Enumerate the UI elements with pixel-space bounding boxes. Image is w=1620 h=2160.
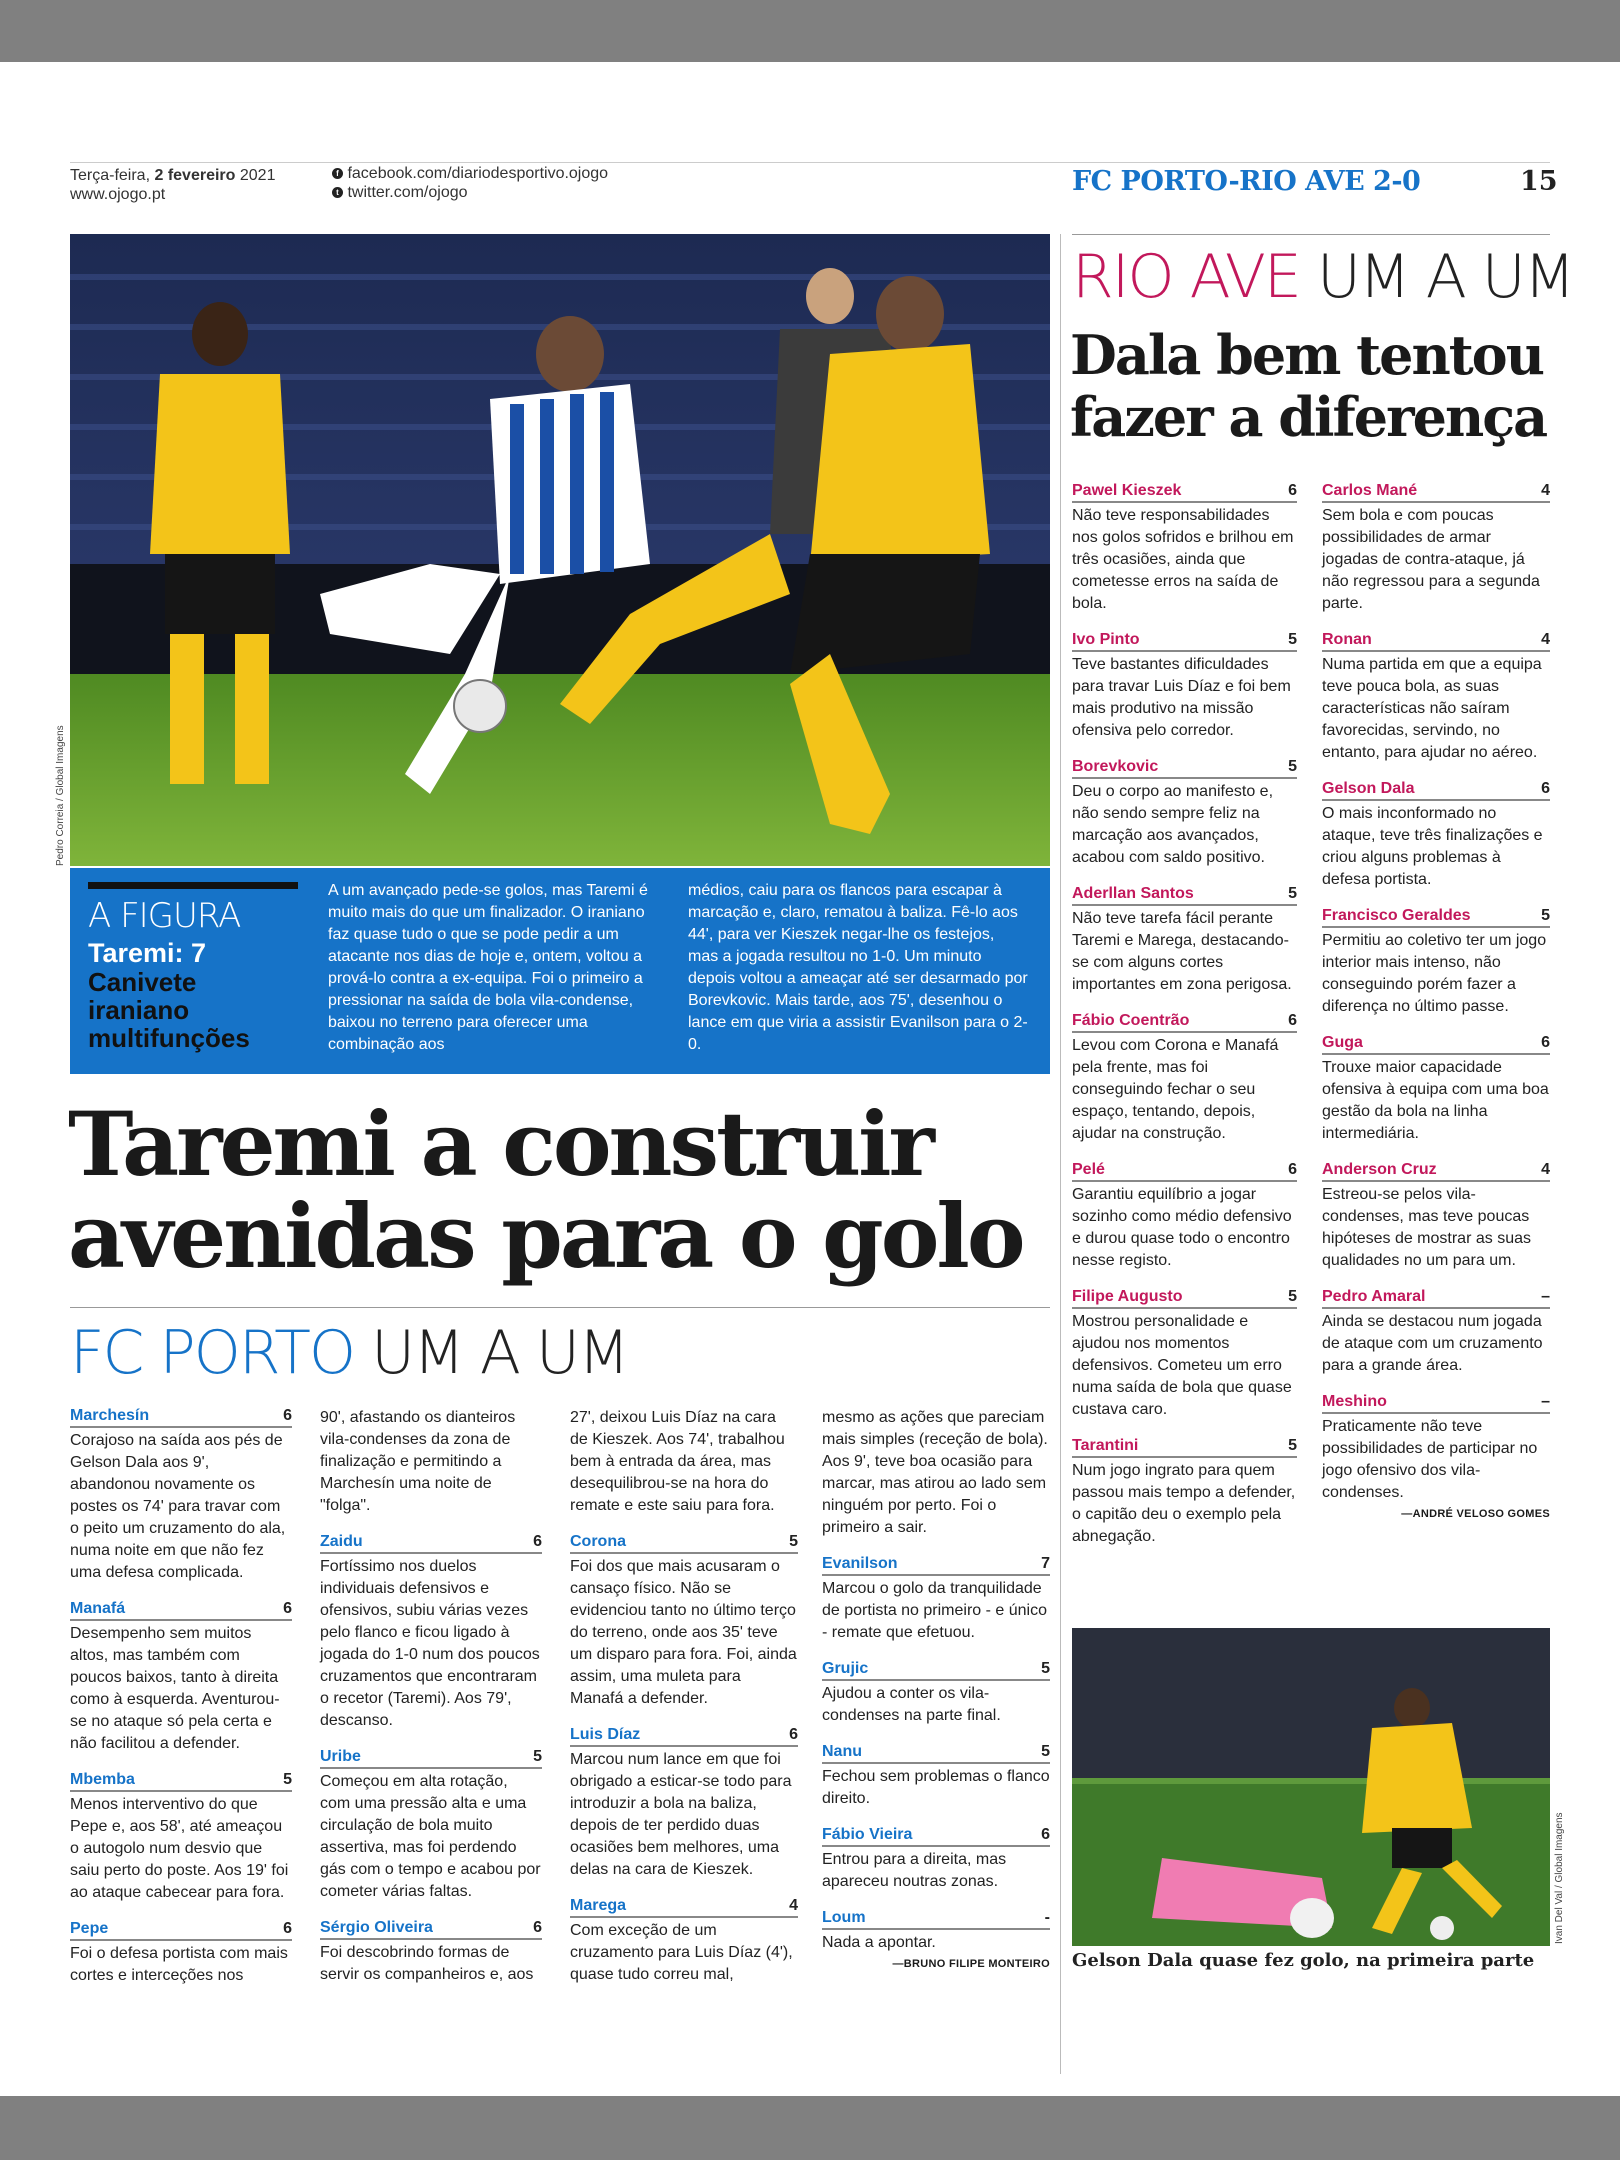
column-divider xyxy=(1060,234,1061,2074)
header-top-rule xyxy=(70,162,1550,163)
player-comment: Começou em alta rotação, com uma pressão alta e uma circulação de bola muito assertiva, mas foi perdendo gás com o tempo e acabou por cometer várias faltas. xyxy=(320,1773,541,1900)
player-name: Mbemba xyxy=(70,1771,135,1788)
player-comment: Corajoso na saída aos pés de Gelson Dala aos 9', abandonou novamente os postes os 74' para travar com o peito um cruzamento do ala, numa noite em que não fez uma defesa complicada. xyxy=(70,1432,286,1581)
main-headline xyxy=(68,1092,1058,1288)
date-block xyxy=(70,166,320,204)
player-score: 5 xyxy=(1041,1743,1050,1760)
player-score: – xyxy=(1541,1393,1550,1410)
player-rating-tarantini xyxy=(1072,1437,1297,1548)
player-score: 7 xyxy=(1041,1555,1050,1572)
player-header xyxy=(1072,1161,1297,1182)
player-header xyxy=(320,1919,542,1940)
player-comment: Foi o defesa portista com mais cortes e interceções nos xyxy=(70,1945,288,1984)
player-name: Nanu xyxy=(822,1743,862,1760)
player-rating-pawel-kieszek xyxy=(1072,482,1297,615)
player-header xyxy=(822,1660,1050,1681)
porto-col2-lead-wrap xyxy=(320,1407,542,1517)
player-score: 6 xyxy=(1288,1161,1297,1178)
player-comment: Trouxe maior capacidade ofensiva à equipa com uma boa gestão da bola na linha intermediária. xyxy=(1322,1059,1549,1142)
player-header xyxy=(822,1909,1050,1930)
player-header xyxy=(1322,1161,1550,1182)
social-block xyxy=(332,164,752,202)
player-header xyxy=(70,1920,292,1941)
player-name: Zaidu xyxy=(320,1533,363,1550)
porto-col4-lead: mesmo as ações que pareciam mais simples (receção de bola). Aos 9', teve boa ocasião para marcar, mas atirou ao lado sem ninguém por perto. Foi o primeiro a sair. xyxy=(822,1409,1048,1536)
player-score: – xyxy=(1541,1288,1550,1305)
player-comment: Marcou o golo da tranquilidade de portista no primeiro - e único - remate que efetuou. xyxy=(822,1580,1047,1641)
player-header xyxy=(570,1726,798,1747)
player-name: Gelson Dala xyxy=(1322,780,1415,797)
player-rating-grujic xyxy=(822,1660,1050,1727)
main-headline-line1: Taremi a construir xyxy=(68,1092,932,1196)
headline-rule xyxy=(70,1307,1050,1308)
player-header xyxy=(1322,1034,1550,1055)
player-header xyxy=(1322,907,1550,928)
player-score: 6 xyxy=(789,1726,798,1743)
player-comment: Desempenho sem muitos altos, mas também com poucos baixos, tanto à direita como à esquerda. Aventurou-se no ataque só pela certa e não facilitou a defender. xyxy=(70,1625,280,1752)
player-rating-carlos-mane xyxy=(1322,482,1550,615)
player-rating-luis-diaz xyxy=(570,1726,798,1881)
player-rating-evanilson xyxy=(822,1555,1050,1644)
player-header xyxy=(822,1555,1050,1576)
player-score: 6 xyxy=(1041,1826,1050,1843)
player-comment: Estreou-se pelos vila-condenses, mas teve poucas hipóteses de mostrar as suas qualidades no um para um. xyxy=(1322,1186,1531,1269)
player-header xyxy=(570,1533,798,1554)
player-header xyxy=(70,1407,292,1428)
player-comment: Deu o corpo ao manifesto e, não sendo sempre feliz na marcação aos avançados, acabou com saldo positivo. xyxy=(1072,783,1274,866)
player-comment: Foi dos que mais acusaram o cansaço físico. Não se evidenciou tanto no último terço do terreno, onde aos 35' teve um disparo para fora. Foi, ainda assim, uma muleta para Manafá a defender. xyxy=(570,1558,797,1707)
player-header xyxy=(70,1771,292,1792)
player-name: Meshino xyxy=(1322,1393,1387,1410)
rioave-author-signature: —ANDRÉ VELOSO GOMES xyxy=(1401,1508,1550,1520)
porto-col4-lead-wrap xyxy=(822,1407,1050,1539)
player-rating-marchesin xyxy=(70,1407,292,1584)
figura-kicker: A FIGURA xyxy=(88,896,241,936)
player-name: Ivo Pinto xyxy=(1072,631,1140,648)
player-header xyxy=(70,1600,292,1621)
newspaper-page xyxy=(0,62,1620,2096)
player-name: Pedro Amaral xyxy=(1322,1288,1426,1305)
player-score: 5 xyxy=(1288,1288,1297,1305)
player-header xyxy=(1322,482,1550,503)
rioave-kicker-rest: UM A UM xyxy=(1316,242,1574,312)
player-score: 5 xyxy=(1041,1660,1050,1677)
player-score: 5 xyxy=(283,1771,292,1788)
player-comment: Entrou para a direita, mas apareceu noutras zonas. xyxy=(822,1851,1007,1890)
player-rating-pele xyxy=(1072,1161,1297,1272)
player-comment: Teve bastantes dificuldades para travar Luis Díaz e foi bem mais produtivo na missão ofensiva pelo corredor. xyxy=(1072,656,1291,739)
rioave-kicker xyxy=(1072,242,1574,312)
player-header xyxy=(320,1533,542,1554)
rioave-column-2 xyxy=(1322,482,1550,1520)
rioave-column-1 xyxy=(1072,482,1297,1548)
player-name: Pepe xyxy=(70,1920,109,1937)
rioave-headline-line2: fazer a diferença xyxy=(1070,385,1547,449)
player-name: Aderllan Santos xyxy=(1072,885,1194,902)
side-photo-credit: Ivan Del Val / Global Imagens xyxy=(1554,1812,1565,1944)
rioave-kicker-club: RIO AVE xyxy=(1072,242,1300,312)
figura-rating: Taremi: 7 xyxy=(88,938,207,968)
player-rating-corona xyxy=(570,1533,798,1710)
player-comment: O mais inconformado no ataque, teve três finalizações e criou alguns problemas à defesa portista. xyxy=(1322,805,1543,888)
page-number: 15 xyxy=(1520,166,1558,197)
player-score: 6 xyxy=(283,1600,292,1617)
player-comment: Marcou num lance em que foi obrigado a esticar-se todo para introduzir a bola na baliza, depois de ter perdido duas ocasiões bem melhores, uma delas na cara de Kieszek. xyxy=(570,1751,792,1878)
player-header xyxy=(1072,482,1297,503)
player-name: Corona xyxy=(570,1533,626,1550)
player-score: 6 xyxy=(283,1407,292,1424)
player-rating-manafa xyxy=(70,1600,292,1755)
player-header xyxy=(1072,1288,1297,1309)
figura-text-col1: A um avançado pede-se golos, mas Taremi é muito mais do que um finalizador. O iraniano faz quase tudo o que se pode pedir a um atacante nos dias de hoje e, ontem, voltou a prová-lo contra a ex-equipa. Foi o primeiro a pressionar na saída de bola vila-condense, baixou no terreno para oferecer uma combinação aos xyxy=(328,882,648,1053)
player-name: Guga xyxy=(1322,1034,1363,1051)
player-name: Pawel Kieszek xyxy=(1072,482,1182,499)
player-comment: Ajudou a conter os vila-condenses na parte final. xyxy=(822,1685,1001,1724)
twitter-icon: t xyxy=(332,187,343,198)
side-photo-illustration xyxy=(1072,1628,1550,1946)
player-header xyxy=(1072,1437,1297,1458)
rioave-headline xyxy=(1070,324,1560,448)
player-score: 5 xyxy=(1288,631,1297,648)
player-comment: Numa partida em que a equipa teve pouca bola, as suas características não saíram favorecidas, servindo, no entanto, para ajudar no aéreo. xyxy=(1322,656,1542,761)
player-comment: Não teve responsabilidades nos golos sofridos e brilhou em três ocasiões, ainda que cometesse erros na saída de bola. xyxy=(1072,507,1294,612)
player-rating-marega xyxy=(570,1897,798,1986)
player-name: Pelé xyxy=(1072,1161,1105,1178)
player-name: Filipe Augusto xyxy=(1072,1288,1183,1305)
player-score: 6 xyxy=(283,1920,292,1937)
player-name: Fábio Coentrão xyxy=(1072,1012,1190,1029)
player-comment: Não teve tarefa fácil perante Taremi e Marega, destacando-se com alguns cortes importantes em zona perigosa. xyxy=(1072,910,1292,993)
porto-column-4 xyxy=(822,1407,1050,1970)
player-comment: Fortíssimo nos duelos individuais defensivos e ofensivos, subiu várias vezes pelo flanco e ficou ligado à jogada do 1-0 num dos poucos cruzamentos que encontraram o recetor (Taremi). Aos 79', descanso. xyxy=(320,1558,540,1729)
player-name: Luis Díaz xyxy=(570,1726,641,1743)
player-header xyxy=(1072,1012,1297,1033)
player-rating-anderson-cruz xyxy=(1322,1161,1550,1272)
porto-column-3 xyxy=(570,1407,798,1986)
player-comment: Foi descobrindo formas de servir os companheiros e, aos xyxy=(320,1944,534,1983)
porto-author-signature: —BRUNO FILIPE MONTEIRO xyxy=(892,1958,1050,1970)
player-header xyxy=(1322,631,1550,652)
player-header xyxy=(1322,780,1550,801)
player-header xyxy=(1322,1288,1550,1309)
main-headline-line2: avenidas para o golo xyxy=(68,1184,1023,1288)
player-header xyxy=(570,1897,798,1918)
player-score: 5 xyxy=(1288,758,1297,775)
player-rating-gelson-dala xyxy=(1322,780,1550,891)
player-rating-loum xyxy=(822,1909,1050,1954)
porto-kicker-club: FC PORTO xyxy=(70,1318,355,1388)
player-rating-filipe-augusto xyxy=(1072,1288,1297,1421)
player-header xyxy=(1072,885,1297,906)
player-comment: Nada a apontar. xyxy=(822,1934,936,1951)
side-photo-caption: Gelson Dala quase fez golo, na primeira parte xyxy=(1072,1950,1535,1971)
date-bold: 2 fevereiro xyxy=(154,167,236,184)
player-comment: Num jogo ingrato para quem passou mais tempo a defender, o capitão deu o exemplo pela abnegação. xyxy=(1072,1462,1296,1545)
player-rating-borevkovic xyxy=(1072,758,1297,869)
twitter-link[interactable]: twitter.com/ojogo xyxy=(347,184,468,201)
player-comment: Mostrou personalidade e ajudou nos momentos defensivos. Cometeu um erro numa saída de bola que quase custava caro. xyxy=(1072,1313,1292,1418)
player-name: Marchesín xyxy=(70,1407,150,1424)
player-name: Loum xyxy=(822,1909,866,1926)
player-header xyxy=(1072,758,1297,779)
player-name: Anderson Cruz xyxy=(1322,1161,1437,1178)
player-header xyxy=(320,1748,542,1769)
player-header xyxy=(822,1743,1050,1764)
facebook-icon: f xyxy=(332,168,343,179)
player-comment: Sem bola e com poucas possibilidades de armar jogadas de contra-ataque, já não regressou para a segunda parte. xyxy=(1322,507,1540,612)
main-photo xyxy=(70,234,1050,866)
player-comment: Menos interventivo do que Pepe e, aos 58', até ameaçou o autogolo num desvio que saiu perto do poste. Aos 19' foi ao ataque cabecear para fora. xyxy=(70,1796,289,1901)
player-name: Tarantini xyxy=(1072,1437,1139,1454)
player-name: Fábio Vieira xyxy=(822,1826,913,1843)
player-rating-ronan xyxy=(1322,631,1550,764)
player-rating-pedro-amaral xyxy=(1322,1288,1550,1377)
player-name: Evanilson xyxy=(822,1555,898,1572)
player-rating-zaidu xyxy=(320,1533,542,1732)
player-rating-pepe xyxy=(70,1920,292,1987)
player-score: 6 xyxy=(1288,1012,1297,1029)
player-rating-mbemba xyxy=(70,1771,292,1904)
figura-subtitle: Canivete iraniano multifunções xyxy=(88,967,250,1053)
player-score: 6 xyxy=(1541,780,1550,797)
player-rating-ivo-pinto xyxy=(1072,631,1297,742)
player-rating-fabio-vieira xyxy=(822,1826,1050,1893)
porto-column-2 xyxy=(320,1407,542,1986)
player-rating-sergio-oliveira xyxy=(320,1919,542,1986)
player-rating-uribe xyxy=(320,1748,542,1903)
player-comment: Praticamente não teve possibilidades de participar no jogo ofensivo dos vila-condenses. xyxy=(1322,1418,1538,1501)
player-rating-fabio-coentrao xyxy=(1072,1012,1297,1145)
player-score: 5 xyxy=(1288,1437,1297,1454)
player-rating-nanu xyxy=(822,1743,1050,1810)
main-photo-illustration xyxy=(70,234,1050,866)
player-name: Ronan xyxy=(1322,631,1372,648)
player-comment: Levou com Corona e Manafá pela frente, mas foi conseguindo fechar o seu espaço, tentando, depois, ajudar na construção. xyxy=(1072,1037,1279,1142)
rioave-top-rule xyxy=(1072,234,1550,235)
player-name: Grujic xyxy=(822,1660,869,1677)
porto-col3-lead-wrap xyxy=(570,1407,798,1517)
figura-box xyxy=(70,868,1050,1074)
player-score: 4 xyxy=(1541,1161,1550,1178)
date-year: 2021 xyxy=(239,167,276,184)
player-rating-francisco-geraldes xyxy=(1322,907,1550,1018)
player-comment: Permitiu ao coletivo ter um jogo interior mais intenso, não conseguindo porém fazer a diferença no último passe. xyxy=(1322,932,1547,1015)
player-comment: Fechou sem problemas o flanco direito. xyxy=(822,1768,1050,1807)
facebook-link[interactable]: facebook.com/diariodesportivo.ojogo xyxy=(347,165,609,182)
date-prefix: Terça-feira, xyxy=(70,167,151,184)
player-header xyxy=(1322,1393,1550,1414)
match-title: FC PORTO-RIO AVE 2-0 xyxy=(1072,166,1421,197)
player-name: Manafá xyxy=(70,1600,126,1617)
player-rating-guga xyxy=(1322,1034,1550,1145)
player-comment: Garantiu equilíbrio a jogar sozinho como médio defensivo e durou quase todo o encontro nesse registo. xyxy=(1072,1186,1292,1269)
figura-bar xyxy=(88,882,298,889)
side-photo xyxy=(1072,1628,1550,1946)
player-score: 6 xyxy=(533,1533,542,1550)
player-name: Marega xyxy=(570,1897,627,1914)
figura-text-col2: médios, caiu para os flancos para escapar à marcação e, claro, rematou à baliza. Fê-lo aos 44', para ver Kieszek negar-lhe os festejos, mas a jogada resultou no 1-0. Um minuto depois voltou a ameaçar até ser desarmado por Borevkovic. Mais tarde, aos 75', desenhou o lance em que viria a assistir Evanilson para o 2-0. xyxy=(688,882,1028,1053)
player-score: 4 xyxy=(1541,482,1550,499)
player-score: 5 xyxy=(1541,907,1550,924)
player-name: Carlos Mané xyxy=(1322,482,1418,499)
player-score: 6 xyxy=(1541,1034,1550,1051)
player-score: 5 xyxy=(1288,885,1297,902)
player-name: Uribe xyxy=(320,1748,361,1765)
player-name: Sérgio Oliveira xyxy=(320,1919,433,1936)
player-comment: Com exceção de um cruzamento para Luis Díaz (4'), quase tudo correu mal, xyxy=(570,1922,793,1983)
website-link[interactable]: www.ojogo.pt xyxy=(70,186,166,203)
player-name: Francisco Geraldes xyxy=(1322,907,1471,924)
player-comment: Ainda se destacou num jogada de ataque com um cruzamento para a grande área. xyxy=(1322,1313,1543,1374)
player-header xyxy=(822,1826,1050,1847)
main-photo-credit: Pedro Correia / Global Imagens xyxy=(55,725,66,866)
player-score: 5 xyxy=(789,1533,798,1550)
player-score: 4 xyxy=(789,1897,798,1914)
player-score: 6 xyxy=(1288,482,1297,499)
player-score: 4 xyxy=(1541,631,1550,648)
player-rating-aderllan-santos xyxy=(1072,885,1297,996)
porto-col3-lead: 27', deixou Luis Díaz na cara de Kieszek. Aos 74', trabalhou bem à entrada da área, mas desequilibrou-se na hora do remate e este saiu para fora. xyxy=(570,1409,785,1514)
player-rating-meshino xyxy=(1322,1393,1550,1504)
porto-column-1 xyxy=(70,1407,292,1987)
player-score: 5 xyxy=(533,1748,542,1765)
player-header xyxy=(1072,631,1297,652)
player-score: - xyxy=(1044,1909,1050,1926)
porto-col2-lead: 90', afastando os dianteiros vila-condenses da zona de finalização e permitindo a Marchesín uma noite de "folga". xyxy=(320,1409,516,1514)
rioave-headline-line1: Dala bem tentou xyxy=(1070,323,1543,387)
player-name: Borevkovic xyxy=(1072,758,1159,775)
player-score: 6 xyxy=(533,1919,542,1936)
porto-kicker xyxy=(70,1318,628,1388)
porto-kicker-rest: UM A UM xyxy=(371,1318,628,1388)
